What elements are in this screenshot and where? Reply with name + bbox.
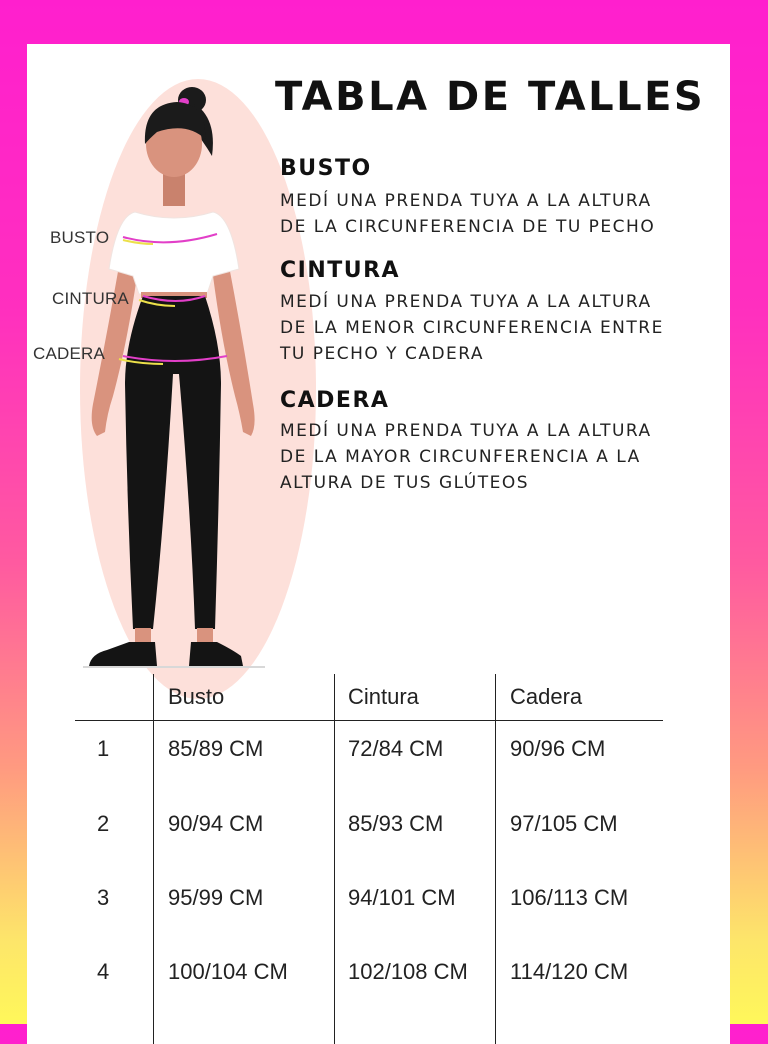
desc-line: MEDÍ UNA PRENDA TUYA A LA ALTURA <box>280 292 652 312</box>
table-cell-cintura: 94/101 CM <box>348 885 456 910</box>
table-cell-cintura: 85/93 CM <box>348 811 444 836</box>
desc-line: TU PECHO Y CADERA <box>280 344 485 364</box>
desc-line: MEDÍ UNA PRENDA TUYA A LA ALTURA <box>280 191 652 211</box>
table-header-divider <box>75 720 663 721</box>
desc-line: MEDÍ UNA PRENDA TUYA A LA ALTURA <box>280 421 652 441</box>
size-table <box>75 674 663 1044</box>
cintura-figure-label: CINTURA <box>52 289 129 308</box>
table-cell-cadera: 114/120 CM <box>510 959 629 984</box>
desc-line: ALTURA DE TUS GLÚTEOS <box>280 473 530 493</box>
cadera-figure-label: CADERA <box>33 344 106 363</box>
cintura-section-title: CINTURA <box>280 258 401 283</box>
left-shoe <box>89 642 157 666</box>
table-column-divider <box>334 674 335 1044</box>
table-column-divider <box>153 674 154 1044</box>
cadera-section-title: CADERA <box>280 388 390 413</box>
table-cell-busto: 100/104 CM <box>168 959 288 984</box>
desc-line: DE LA MENOR CIRCUNFERENCIA ENTRE <box>280 318 664 338</box>
busto-figure-label: BUSTO <box>50 228 110 247</box>
table-header-busto: Busto <box>168 684 225 709</box>
right-ankle <box>197 628 213 644</box>
size-guide-card <box>27 44 730 1044</box>
table-cell-cadera: 97/105 CM <box>510 811 618 836</box>
table-cell-size: 2 <box>97 811 110 836</box>
table-cell-size: 1 <box>97 736 110 761</box>
table-header-cadera: Cadera <box>510 684 583 709</box>
woman-figure-illustration <box>27 44 327 724</box>
table-cell-size: 4 <box>97 959 110 984</box>
table-cell-cadera: 90/96 CM <box>510 736 606 761</box>
table-cell-size: 3 <box>97 885 110 910</box>
busto-section-description <box>280 188 720 240</box>
table-header-cintura: Cintura <box>348 684 419 709</box>
table-cell-busto: 90/94 CM <box>168 811 264 836</box>
table-cell-busto: 85/89 CM <box>168 736 264 761</box>
desc-line: DE LA CIRCUNFERENCIA DE TU PECHO <box>280 217 656 237</box>
cintura-section-description <box>280 289 720 367</box>
busto-section-title: BUSTO <box>280 156 372 181</box>
table-cell-busto: 95/99 CM <box>168 885 264 910</box>
left-ankle <box>135 628 151 644</box>
table-cell-cintura: 102/108 CM <box>348 959 468 984</box>
body-measurement-illustration <box>27 44 327 724</box>
table-cell-cintura: 72/84 CM <box>348 736 444 761</box>
cadera-section-description <box>280 418 720 496</box>
page-title: TABLA DE TALLES <box>275 74 706 120</box>
table-column-divider <box>495 674 496 1044</box>
table-cell-cadera: 106/113 CM <box>510 885 629 910</box>
desc-line: DE LA MAYOR CIRCUNFERENCIA A LA <box>280 447 641 467</box>
